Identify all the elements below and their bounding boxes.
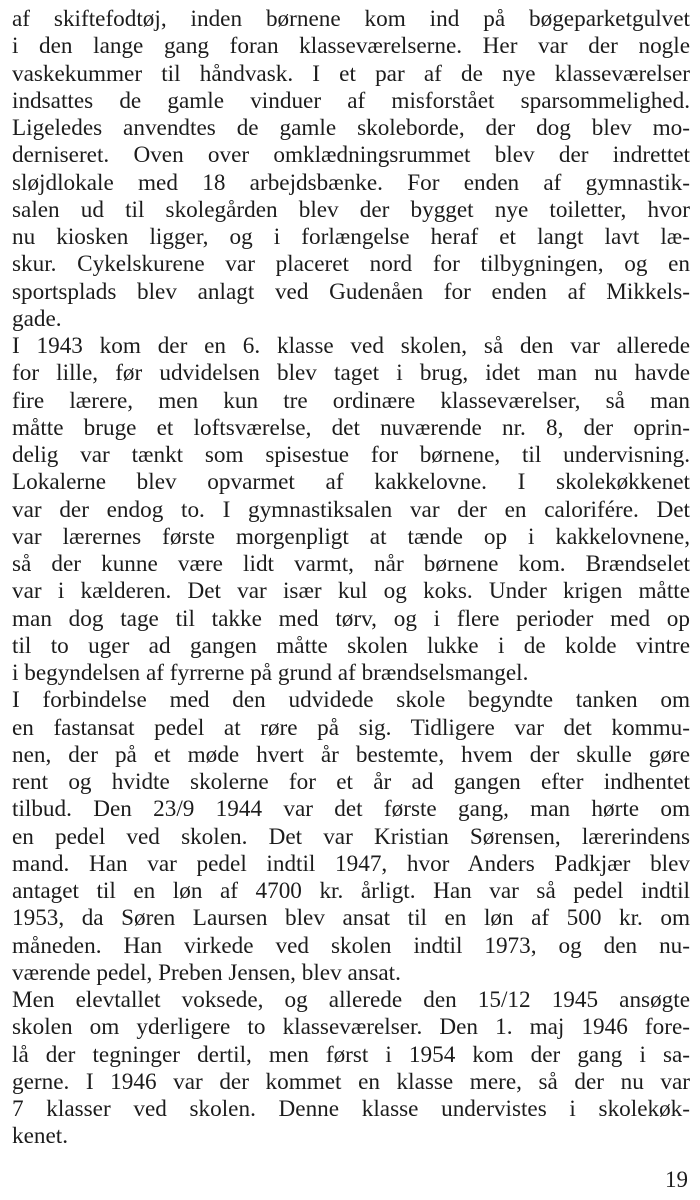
text-line: tilbud. Den 23/9 1944 var det første gang, man hørte om <box>12 796 690 823</box>
page-number: 19 <box>665 1167 688 1192</box>
text-line: skolen om yderligere to klasseværelser. Den 1. maj 1946 fore- <box>12 1014 690 1041</box>
text-line: fire lærere, men kun tre ordinære klasseværelser, så man <box>12 387 690 414</box>
text-line: skur. Cykelskurene var placeret nord for tilbygningen, og en <box>12 251 690 278</box>
text-line: var i kælderen. Det var især kul og koks. Under krigen måtte <box>12 578 690 605</box>
text-line: i den lange gang foran klasseværelserne. Her var der nogle <box>12 33 690 60</box>
paragraph-3 <box>12 687 690 987</box>
text-line: en fastansat pedel at røre på sig. Tidligere var det kommu- <box>12 714 690 741</box>
text-line: gerne. I 1946 var der kommet en klasse mere, så der nu var <box>12 1068 690 1095</box>
text-line: indsattes de gamle vinduer af misforstået sparsommelighed. <box>12 87 690 114</box>
text-line: måneden. Han virkede ved skolen indtil 1973, og den nu- <box>12 932 690 959</box>
text-line: måtte bruge et loftsværelse, det nuværende nr. 8, der oprin- <box>12 414 690 441</box>
text-line: mand. Han var pedel indtil 1947, hvor Anders Padkjær blev <box>12 850 690 877</box>
text-line: nen, der på et møde hvert år bestemte, hvem der skulle gøre <box>12 741 690 768</box>
text-line: sløjdlokale med 18 arbejdsbænke. For enden af gymnastik- <box>12 169 690 196</box>
text-line: Lokalerne blev opvarmet af kakkelovne. I skolekøkkenet <box>12 469 690 496</box>
text-line: så der kunne være lidt varmt, når børnene kom. Brændselet <box>12 551 690 577</box>
text-line: for lille, før udvidelsen blev taget i brug, idet man nu havde <box>12 360 690 387</box>
text-line: delig var tænkt som spisestue for børnene, til undervisning. <box>12 442 690 468</box>
text-line: 1953, da Søren Laursen blev ansat til en løn af 500 kr. om <box>12 905 690 932</box>
text-line: I forbindelse med den udvidede skole begyndte tanken om <box>12 687 690 714</box>
text-line: antaget til en løn af 4700 kr. årligt. Han var så pedel indtil <box>12 878 690 904</box>
paragraph-2 <box>12 333 690 687</box>
text-line: en pedel ved skolen. Det var Kristian Sørensen, lærerindens <box>12 823 690 850</box>
text-line: I 1943 kom der en 6. klasse ved skolen, så den var allerede <box>12 333 690 359</box>
text-line: i begyndelsen af fyrrerne på grund af brændselsmangel. <box>12 660 529 686</box>
text-line: vaskekummer til håndvask. I et par af de nye klasseværelser <box>12 60 690 87</box>
text-line: Ligeledes anvendtes de gamle skoleborde, der dog blev mo- <box>12 115 690 141</box>
paragraph-1 <box>12 6 690 333</box>
text-line: var lærernes første morgenpligt at tænde op i kakkelovnene, <box>12 523 690 550</box>
text-line: lå der tegninger dertil, men først i 1954 kom der gang i sa- <box>12 1041 690 1068</box>
text-line: rent og hvidte skolerne for et år ad gangen efter indhentet <box>12 769 690 795</box>
text-line: sportsplads blev anlagt ved Gudenåen for enden af Mikkels- <box>12 278 690 305</box>
text-line: af skiftefodtøj, inden børnene kom ind på bøgeparketgulvet <box>12 6 690 32</box>
page-body-text <box>12 6 690 1151</box>
text-line: derniseret. Oven over omklædningsrummet blev der indrettet <box>12 142 690 169</box>
text-line: man dog tage til takke med tørv, og i flere perioder med op <box>12 605 690 632</box>
text-line: kenet. <box>12 1123 69 1150</box>
text-line: nu kiosken ligger, og i forlængelse heraf et langt lavt læ- <box>12 224 690 250</box>
text-line: 7 klasser ved skolen. Denne klasse undervistes i skolekøk- <box>12 1096 690 1122</box>
text-line: salen ud til skolegården blev der bygget nye toiletter, hvor <box>12 196 690 223</box>
text-line: Men elevtallet voksede, og allerede den 15/12 1945 ansøgte <box>12 987 690 1013</box>
text-line: til to uger ad gangen måtte skolen lukke i de kolde vintre <box>12 632 690 659</box>
text-line: værende pedel, Preben Jensen, blev ansat. <box>12 959 401 986</box>
text-line: var der endog to. I gymnastiksalen var der en calorifére. Det <box>12 496 690 523</box>
text-line: gade. <box>12 305 62 332</box>
paragraph-4 <box>12 987 690 1151</box>
